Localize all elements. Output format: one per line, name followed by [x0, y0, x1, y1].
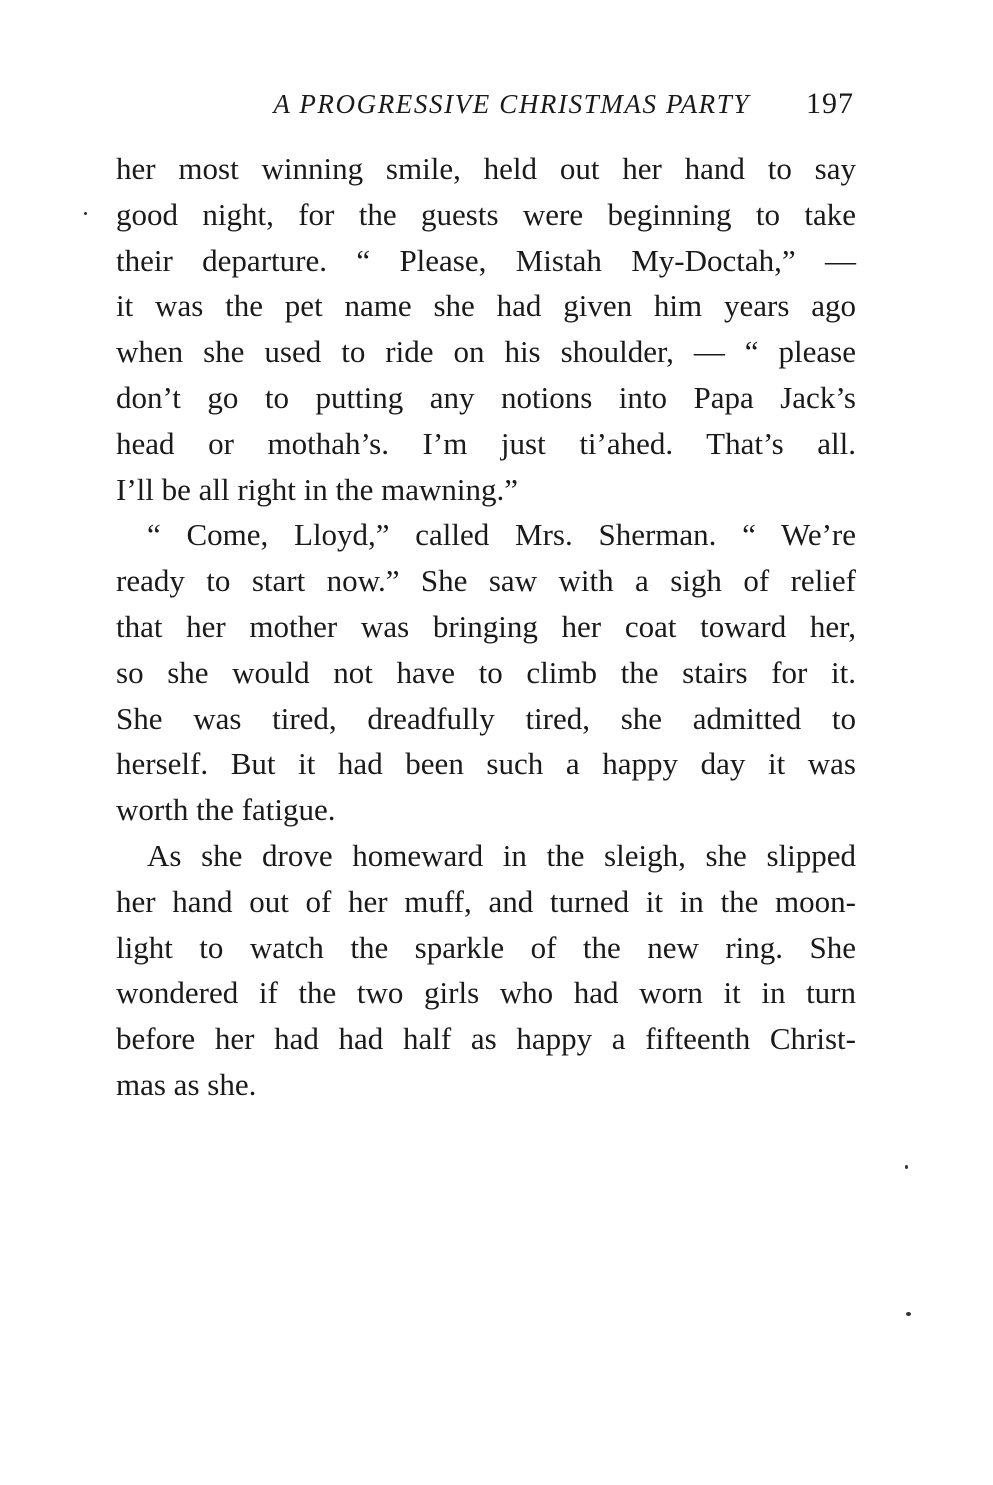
text-line: good night, for the guests were beginning to take [116, 196, 856, 232]
text-line: mas as she. [116, 1066, 257, 1102]
text-line: their departure. “ Please, Mistah My-Doctah,” — [116, 242, 856, 278]
text-line: ready to start now.” She saw with a sigh of relief [116, 563, 856, 599]
text-line: don’t go to putting any notions into Papa Jack’s [116, 379, 856, 415]
text-line: before her had had half as happy a fifteenth Christ- [116, 1021, 856, 1057]
text-line: As she drove homeward in the sleigh, she slipped [147, 837, 856, 873]
scan-speck [84, 212, 87, 215]
text-line: light to watch the sparkle of the new ring. She [116, 929, 856, 965]
text-line: so she would not have to climb the stairs for it. [116, 654, 856, 690]
text-line: her hand out of her muff, and turned it in the moon- [116, 883, 856, 919]
text-line: I’ll be all right in the mawning.” [116, 471, 519, 507]
text-line: that her mother was bringing her coat toward her, [116, 608, 856, 644]
running-title: A PROGRESSIVE CHRISTMAS PARTY [273, 89, 750, 119]
body-text [116, 146, 856, 1108]
scan-speck [905, 1165, 908, 1169]
scan-speck [906, 1312, 911, 1316]
text-line: wondered if the two girls who had worn it in turn [116, 975, 856, 1011]
text-line: it was the pet name she had given him years ago [116, 288, 856, 324]
text-line: She was tired, dreadfully tired, she admitted to [116, 700, 856, 736]
text-line: “ Come, Lloyd,” called Mrs. Sherman. “ We’re [147, 517, 856, 553]
running-head [116, 82, 856, 126]
text-line: worth the fatigue. [116, 792, 336, 828]
text-line: when she used to ride on his shoulder, — “ please [116, 334, 856, 370]
page-number: 197 [806, 87, 854, 120]
text-line: head or mothah’s. I’m just ti’ahed. That’s all. [116, 425, 856, 461]
text-line: her most winning smile, held out her hand to say [116, 151, 856, 186]
text-line: herself. But it had been such a happy day it was [116, 746, 856, 782]
